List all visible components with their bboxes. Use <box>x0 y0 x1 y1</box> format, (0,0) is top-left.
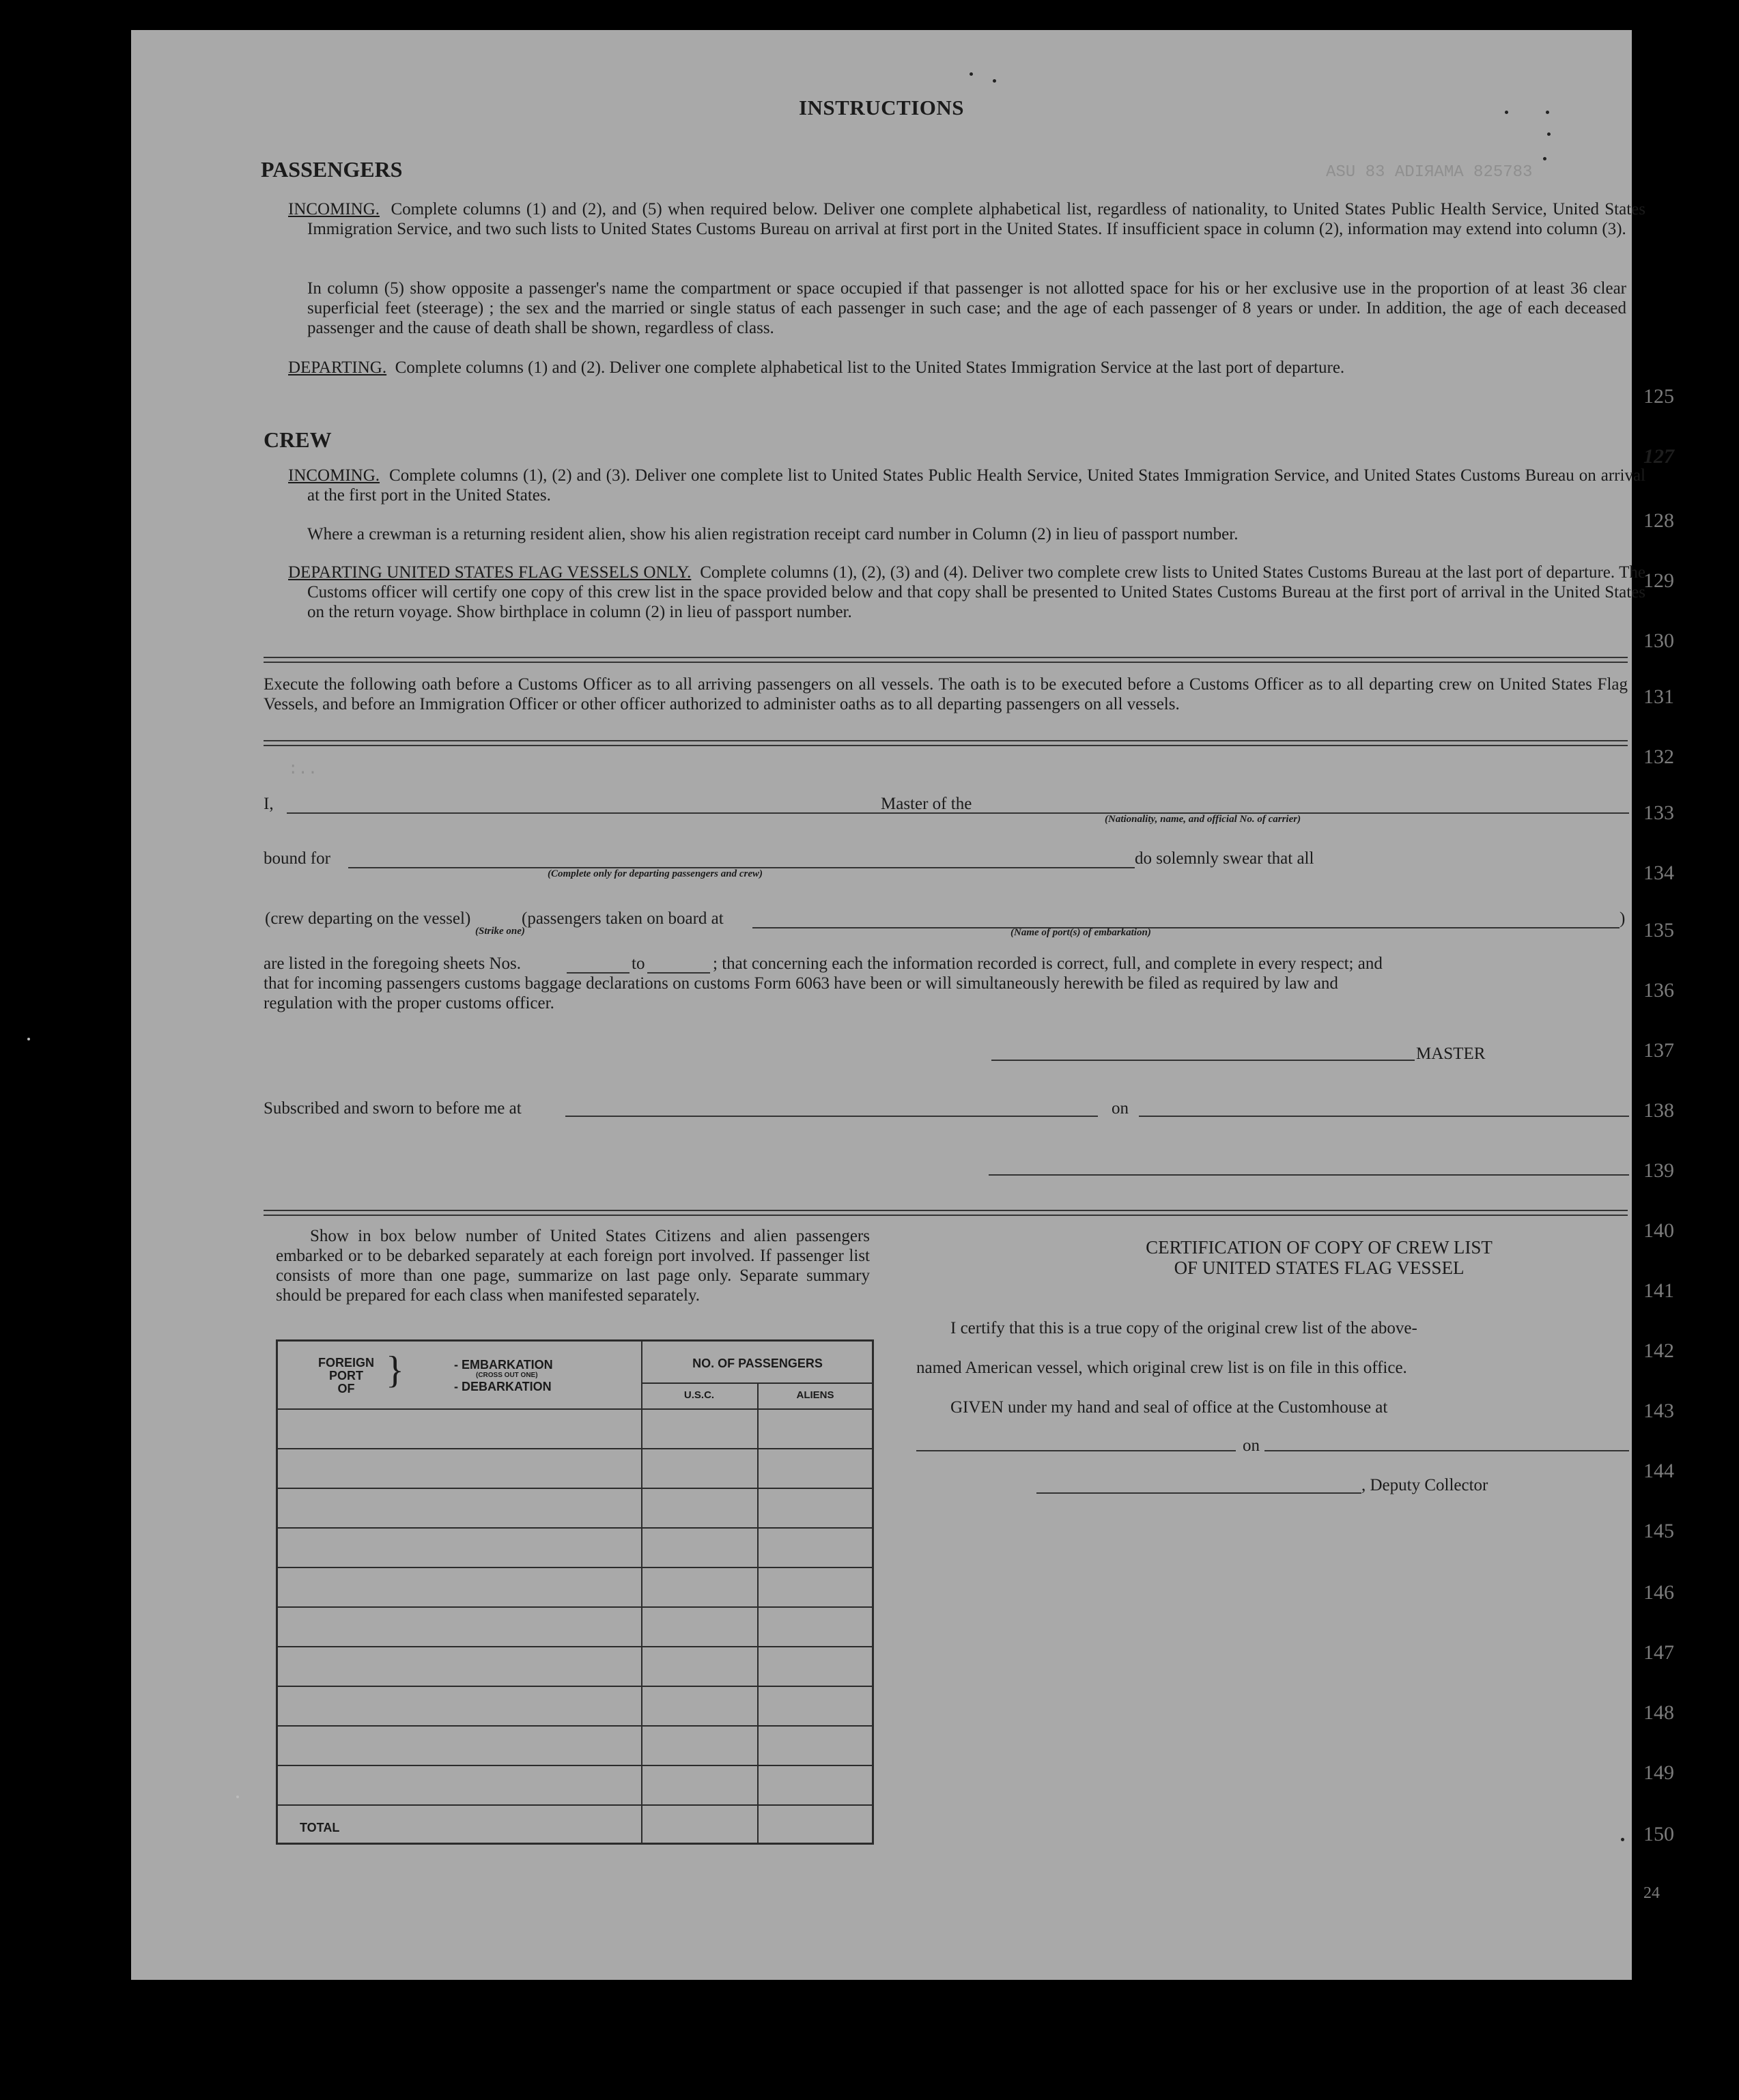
officer-signature-field[interactable] <box>989 1174 1629 1176</box>
sheets-to-label: to <box>632 954 645 973</box>
scan-speck <box>236 1796 239 1798</box>
sheet-from-field[interactable] <box>567 972 630 974</box>
certification-title <box>1012 1237 1626 1278</box>
certification-title-2: OF UNITED STATES FLAG VESSEL <box>1174 1258 1465 1278</box>
scan-speck <box>1505 111 1508 114</box>
section-divider <box>264 740 1628 746</box>
margin-number: 143 <box>1643 1400 1674 1422</box>
of-label: OF <box>337 1382 355 1395</box>
deputy-collector-label: , Deputy Collector <box>1361 1476 1488 1494</box>
bound-for-label: bound for <box>264 849 330 868</box>
crew-departing-label: DEPARTING UNITED STATES FLAG VESSELS ONLY. <box>288 563 692 582</box>
passengers-heading: PASSENGERS <box>261 157 403 182</box>
embarkation-option[interactable]: - EMBARKATION <box>454 1358 553 1372</box>
crew-incoming-instruction <box>288 466 1645 505</box>
sheets-label: are listed in the foregoing sheets Nos. <box>264 954 521 973</box>
given-text: GIVEN under my hand and seal of office at the Customhouse at <box>950 1398 1388 1417</box>
margin-number: 147 <box>1643 1641 1674 1664</box>
ports-caption: (Name of port(s) of embarkation) <box>1010 927 1151 938</box>
crew-departing-text: Complete columns (1), (2), (3) and (4). Deliver two complete crew lists to United States Customs Bureau at the last port of departure. The Customs officer will certify one copy of this crew list in the space provided below and that copy shall be presented to United States Customs Bureau at the first port of arrival in the United States on the return voyage. Show birthplace in column (2) in lieu of passport number. <box>307 563 1645 621</box>
carrier-field[interactable] <box>987 812 1629 814</box>
margin-number: 133 <box>1643 801 1674 824</box>
margin-number: 142 <box>1643 1339 1674 1362</box>
margin-number: 130 <box>1643 629 1674 652</box>
passenger-summary-table <box>276 1339 874 1845</box>
scan-speck <box>1543 157 1546 160</box>
summary-note: Show in box below number of United States Citizens and alien passengers embarked or to be debarked separately at each foreign port involved. If passenger list consists of more than one page, summarize on last page only. Separate summary should be prepared for each class when manifested separately. <box>276 1227 870 1305</box>
passengers-incoming-instruction <box>288 199 1645 239</box>
oath-i-label: I, <box>264 795 274 813</box>
margin-number: 128 <box>1643 509 1674 532</box>
crew-incoming-label: INCOMING. <box>288 466 380 485</box>
usc-header: U.S.C. <box>683 1389 715 1401</box>
debarkation-option[interactable]: - DEBARKATION <box>454 1380 552 1393</box>
sheet-to-field[interactable] <box>647 972 710 974</box>
margin-number: 148 <box>1643 1701 1674 1724</box>
column5-instruction: In column (5) show opposite a passenger's name the compartment or space occupied if that passenger is not allotted space for his or her exclusive use in the proportion of at least 36 clear superficial feet (steerage) ; the sex and the married or single status of each passenger in such case; and the age of each passenger of 8 years or under. In addition, the age of each deceased passenger and the cause of death shall be shown, regardless of class. <box>307 279 1626 337</box>
master-signature-field[interactable] <box>991 1060 1415 1061</box>
no-of-passengers-header: NO. OF PASSENGERS <box>692 1357 823 1370</box>
scan-speck <box>1546 111 1549 114</box>
margin-number: 137 <box>1643 1039 1674 1062</box>
close-paren: ) <box>1620 909 1626 928</box>
deputy-collector-signature-field[interactable] <box>1036 1492 1361 1494</box>
bleed-through: :.. <box>288 761 318 779</box>
margin-number: 149 <box>1643 1761 1674 1784</box>
margin-number: 125 <box>1643 385 1674 408</box>
certify-text-1: I certify that this is a true copy of the original crew list of the above- <box>950 1319 1417 1337</box>
certify-text-2: named American vessel, which original crew list is on file in this office. <box>916 1359 1407 1377</box>
margin-number: 144 <box>1643 1460 1674 1482</box>
margin-number: 145 <box>1643 1520 1674 1542</box>
crew-heading: CREW <box>264 427 332 452</box>
passengers-incoming-text: Complete columns (1) and (2), and (5) when required below. Deliver one complete alphabetical list, regardless of nationality, to United States Public Health Service, United States Immigration Service, and two such lists to United States Customs Bureau on arrival at first port in the United States. If insufficient space in column (2), information may extend into column (3). <box>307 200 1645 238</box>
strike-one-caption: (Strike one) <box>475 926 525 937</box>
section-divider <box>264 1210 1628 1216</box>
carrier-caption: (Nationality, name, and official No. of carrier) <box>1105 814 1301 825</box>
certification-on-label: on <box>1243 1436 1260 1455</box>
oath-text-1: ; that concerning each the information recorded is correct, full, and complete in every respect; and <box>713 954 1383 973</box>
master-of-label: Master of the <box>881 795 972 813</box>
bleed-through: ASU 83 ADIЯAMA 825783 <box>1326 163 1533 182</box>
cross-out-caption: (CROSS OUT ONE) <box>476 1372 538 1379</box>
margin-number: 140 <box>1643 1219 1674 1242</box>
margin-number: 135 <box>1643 919 1674 941</box>
alien-resident-instruction: Where a crewman is a returning resident alien, show his alien registration receipt card number in Column (2) in lieu of passport number. <box>307 525 1239 543</box>
passengers-taken-option[interactable]: (passengers taken on board at <box>522 909 724 928</box>
margin-number: 129 <box>1643 569 1674 592</box>
crew-incoming-text: Complete columns (1), (2) and (3). Deliver one complete list to United States Public Health Service, United States Immigration Service, and United States Customs Bureau on arrival at the first port in the United States. <box>307 466 1645 505</box>
passengers-departing-label: DEPARTING. <box>288 358 387 377</box>
oath-intro: Execute the following oath before a Customs Officer as to all arriving passengers on all vessels. The oath is to be executed before a Customs Officer as to all departing crew on United States Flag Vessels, and before an Immigration Officer or other officer authorized to administer oaths as to all departing passengers on all vessels. <box>264 675 1628 713</box>
bound-for-caption: (Complete only for departing passengers and crew) <box>548 868 763 879</box>
customhouse-field[interactable] <box>916 1450 1236 1451</box>
margin-number: 141 <box>1643 1279 1674 1302</box>
scan-speck <box>993 79 996 83</box>
margin-number: 138 <box>1643 1099 1674 1122</box>
master-label: MASTER <box>1416 1045 1486 1063</box>
port-label: PORT <box>328 1369 363 1382</box>
margin-number: 134 <box>1643 862 1674 884</box>
margin-number: 132 <box>1643 746 1674 768</box>
sworn-place-field[interactable] <box>565 1116 1098 1117</box>
certification-title-1: CERTIFICATION OF COPY OF CREW LIST <box>1146 1237 1493 1258</box>
oath-text-3: regulation with the proper customs officer. <box>264 994 554 1012</box>
passengers-incoming-label: INCOMING. <box>288 200 380 218</box>
margin-number: 139 <box>1643 1159 1674 1182</box>
certification-date-field[interactable] <box>1264 1450 1629 1451</box>
page-title: INSTRUCTIONS <box>798 96 964 119</box>
foreign-label: FOREIGN <box>317 1356 374 1370</box>
subscribed-label: Subscribed and sworn to before me at <box>264 1099 522 1118</box>
crew-departing-instruction <box>288 563 1645 622</box>
margin-number: 127 <box>1643 445 1674 468</box>
total-label: TOTAL <box>300 1821 340 1834</box>
margin-number: 146 <box>1643 1581 1674 1604</box>
scan-speck <box>27 1038 30 1040</box>
crew-departing-option[interactable]: (crew departing on the vessel) <box>265 909 471 928</box>
sworn-on-label: on <box>1112 1099 1129 1118</box>
scan-speck <box>970 72 973 76</box>
scan-speck <box>1547 132 1551 136</box>
passengers-departing-instruction <box>288 358 1645 378</box>
margin-number: 131 <box>1643 685 1674 708</box>
brace-icon: } <box>386 1349 404 1391</box>
oath-text-2: that for incoming passengers customs baggage declarations on customs Form 6063 have been or will simultaneously herewith be filed as required by law and <box>264 974 1338 993</box>
form-page <box>131 30 1674 1980</box>
sworn-date-field[interactable] <box>1139 1116 1629 1117</box>
passengers-departing-text: Complete columns (1) and (2). Deliver one complete alphabetical list to the United States Immigration Service at the last port of departure. <box>395 358 1345 377</box>
margin-number: 150 <box>1643 1823 1674 1845</box>
embarkation-port-field[interactable] <box>752 927 1620 928</box>
solemnly-swear-label: do solemnly swear that all <box>1135 849 1314 868</box>
margin-number: 24 <box>1643 1884 1660 1902</box>
aliens-header: ALIENS <box>796 1389 834 1401</box>
scan-speck <box>1621 1838 1624 1841</box>
margin-number: 136 <box>1643 979 1674 1002</box>
section-divider <box>264 657 1628 663</box>
foreign-port-header <box>311 1357 382 1395</box>
